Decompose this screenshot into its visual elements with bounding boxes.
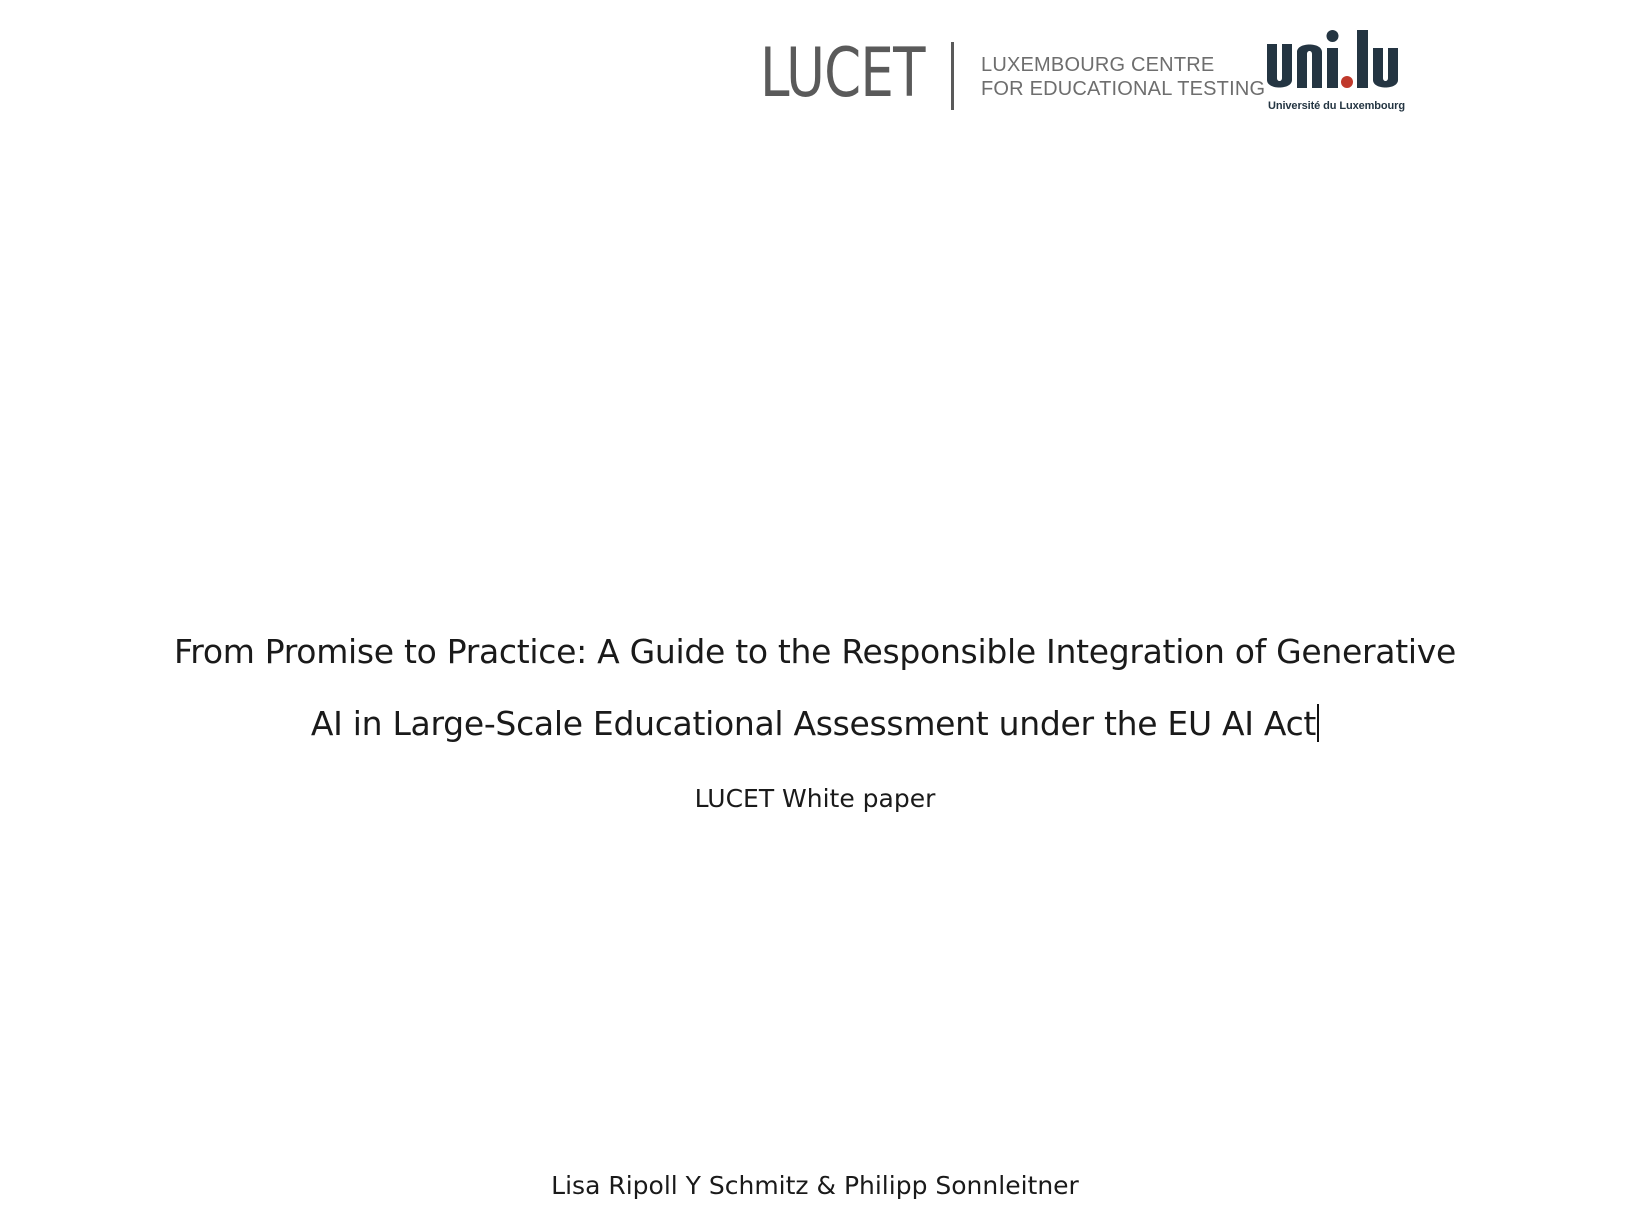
lucet-wordmark: LUCET (760, 34, 925, 113)
text-cursor (1317, 704, 1319, 742)
unilu-caption: Université du Luxembourg (1268, 100, 1405, 112)
unilu-wordmark-icon (1265, 26, 1415, 98)
lucet-subtitle-line2: FOR EDUCATIONAL TESTING (981, 78, 1266, 100)
lucet-subtitle (981, 53, 1265, 101)
title-line-2 (150, 688, 1480, 760)
document-title (150, 616, 1480, 760)
title-line-1: From Promise to Practice: A Guide to the Responsible Integration of Generative (174, 632, 1456, 671)
lucet-subtitle-line1: LUXEMBOURG CENTRE (981, 54, 1215, 76)
header-logos (760, 26, 1420, 126)
title-line-2-text: AI in Large-Scale Educational Assessment under the EU AI Act (310, 704, 1317, 743)
document-subtitle: LUCET White paper (694, 784, 936, 813)
document-authors: Lisa Ripoll Y Schmitz & Philipp Sonnleitner (551, 1171, 1079, 1200)
unilu-logo (1265, 26, 1415, 116)
logo-divider (951, 42, 954, 110)
